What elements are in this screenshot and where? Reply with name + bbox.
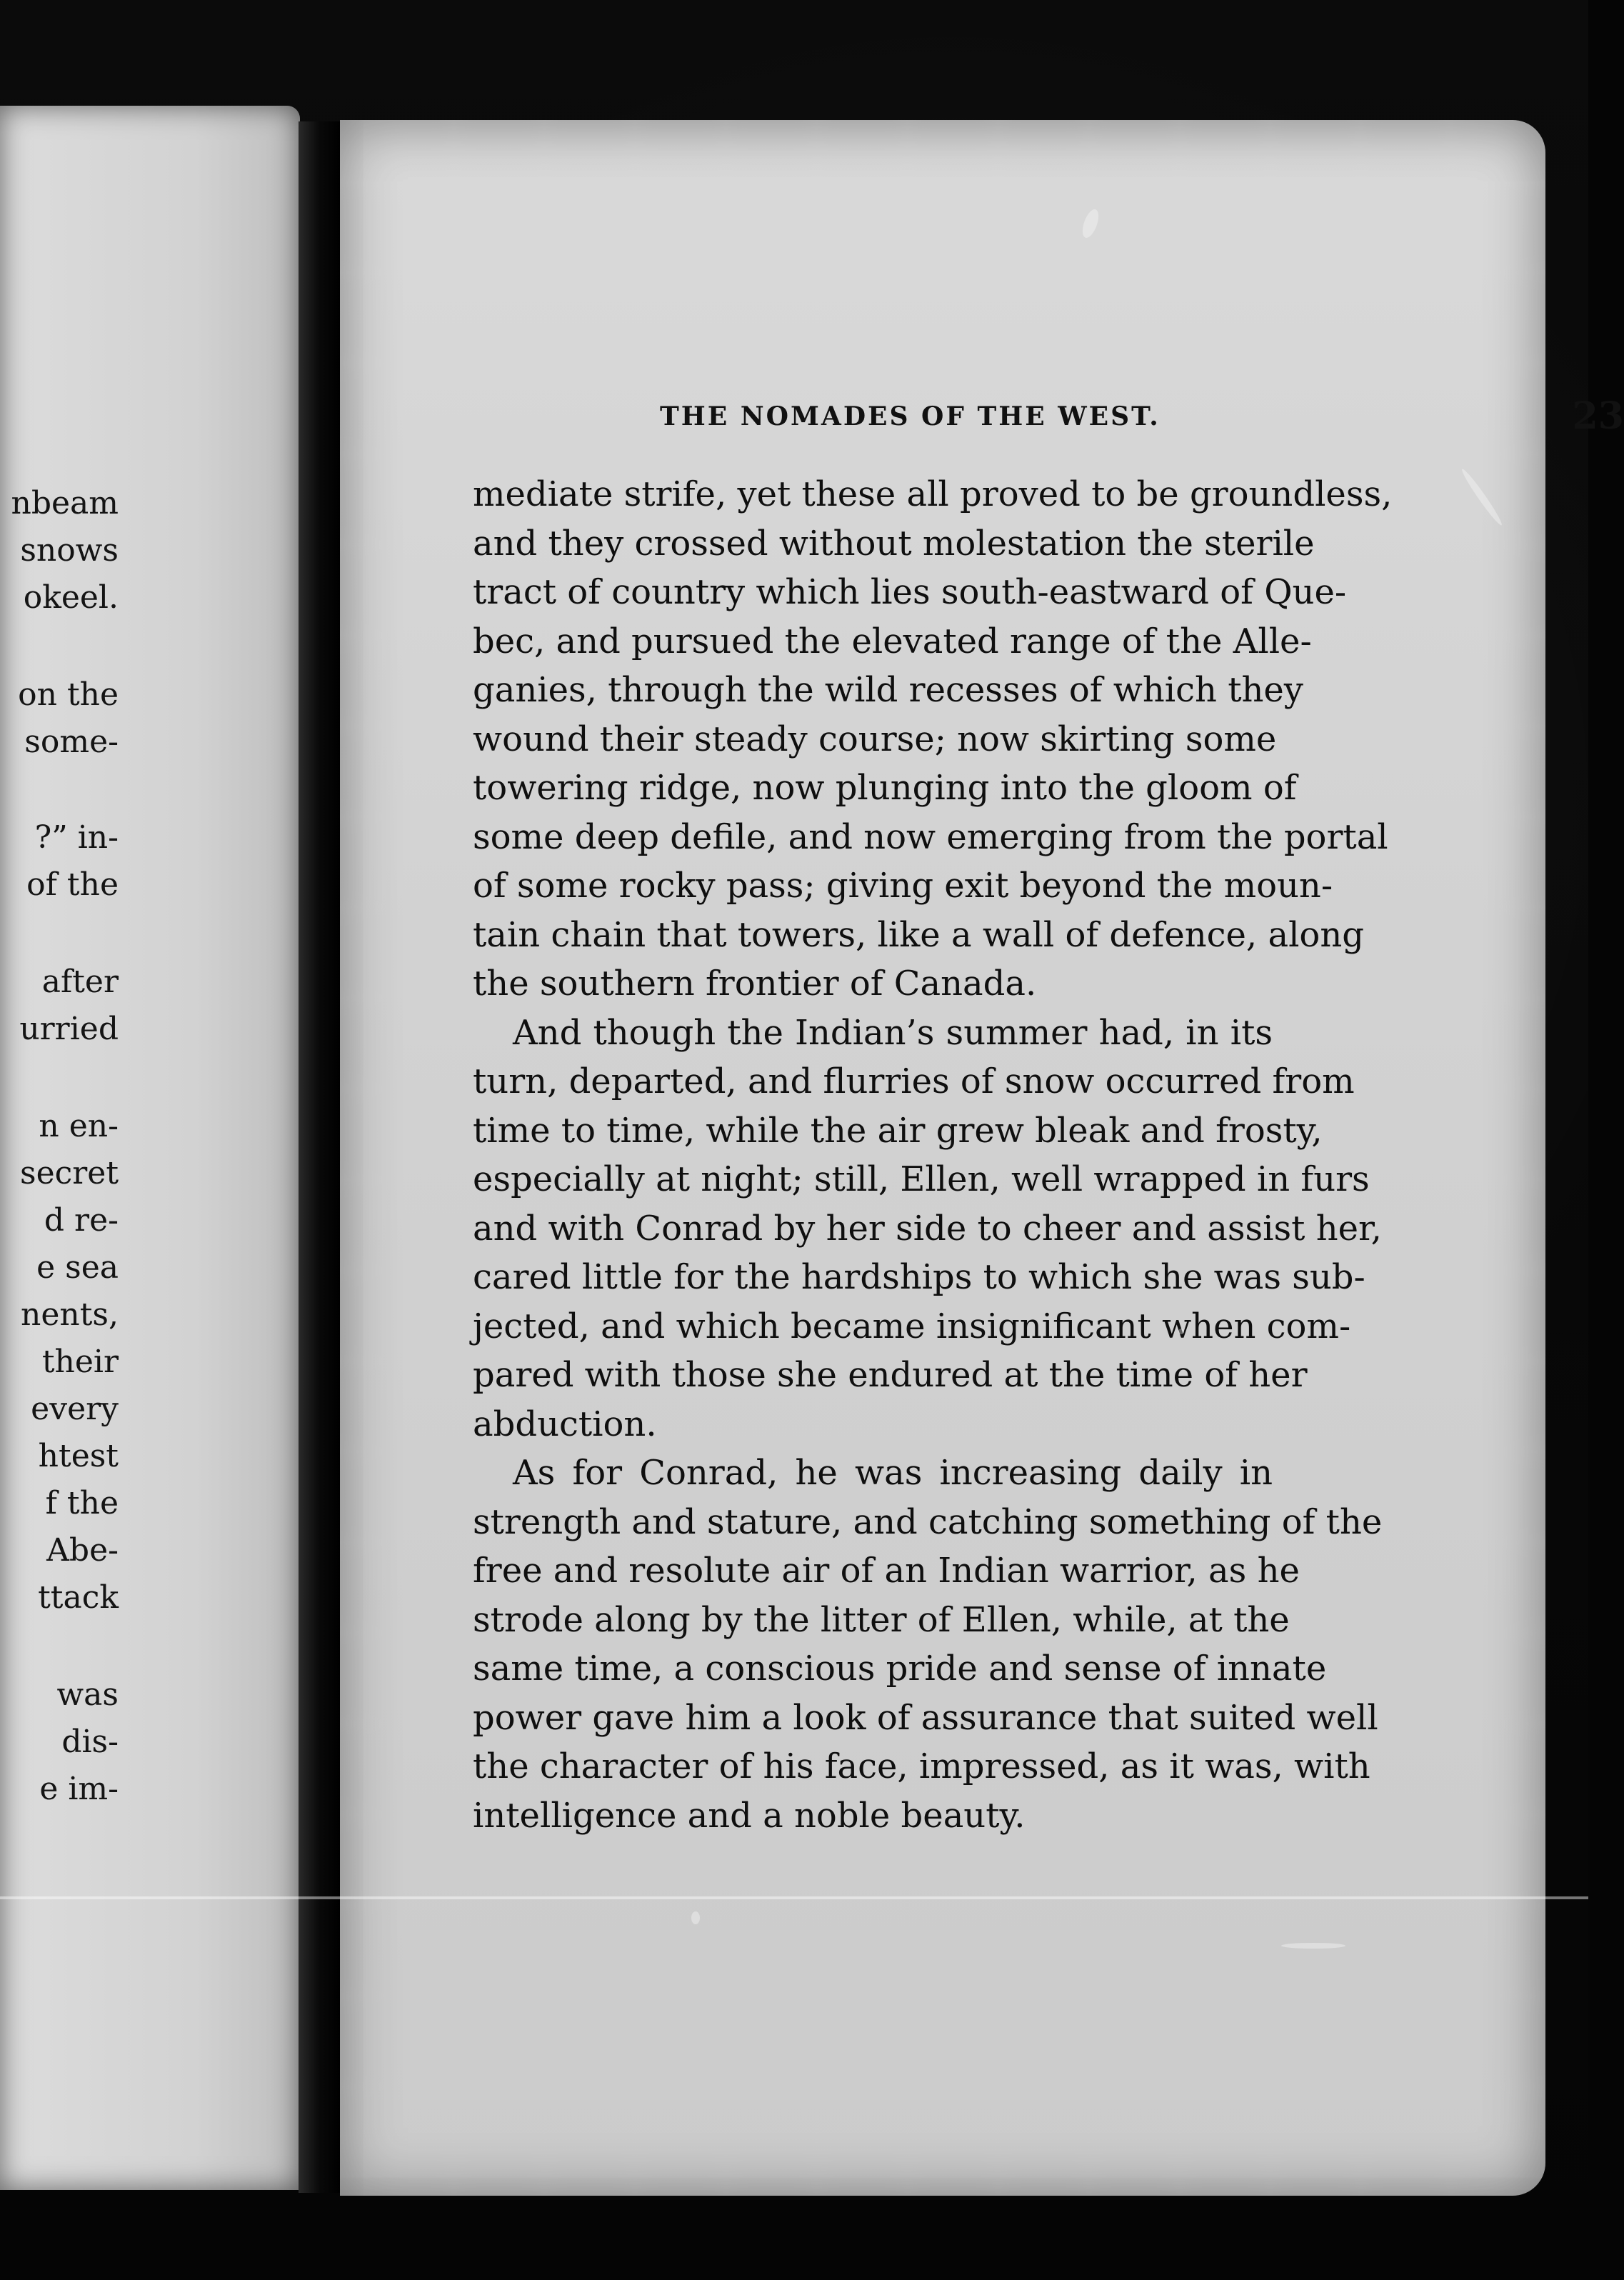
left-page-line: nbeam: [11, 485, 119, 521]
left-page-line: every: [31, 1391, 119, 1427]
paragraph: [473, 1009, 1382, 1449]
left-page-line: secret: [19, 1155, 119, 1191]
text-line: power gave him a look of assurance that suited well: [473, 1697, 1378, 1738]
paragraph: [473, 1449, 1383, 1840]
left-page-line: Abe-: [46, 1532, 119, 1569]
text-line: turn, departed, and flurries of snow occurred from: [473, 1061, 1355, 1101]
left-page-line: d re-: [44, 1202, 119, 1239]
left-page-line: e im-: [39, 1771, 119, 1807]
text-line: abduction.: [473, 1404, 657, 1444]
running-title: THE NOMADES OF THE WEST.: [660, 401, 1161, 431]
text-line: bec, and pursued the elevated range of the Alle-: [473, 621, 1312, 661]
left-page-line: htest: [38, 1438, 119, 1474]
body-text: [473, 470, 1393, 1840]
left-page-line: after: [41, 964, 119, 1000]
text-line: strength and stature, and catching something of the: [473, 1501, 1383, 1542]
main-page: [340, 120, 1624, 2196]
book-gutter: [299, 121, 340, 2193]
text-line: tract of country which lies south-eastward of Que-: [473, 572, 1347, 612]
text-line: intelligence and a noble beauty.: [473, 1795, 1026, 1836]
left-page-line: was: [56, 1676, 119, 1713]
scan-artifact-line: [0, 1896, 1588, 1899]
left-page-line: ttack: [38, 1579, 119, 1616]
text-line: wound their steady course; now skirting some: [473, 719, 1277, 759]
text-line: especially at night; still, Ellen, well wrapped in furs: [473, 1159, 1370, 1199]
left-page-line: urried: [19, 1011, 119, 1047]
text-line: of some rocky pass; giving exit beyond the moun-: [473, 866, 1333, 906]
left-page-line: nents,: [21, 1296, 119, 1333]
text-line: free and resolute air of an Indian warrior, as he: [473, 1551, 1300, 1591]
left-facing-page: [0, 106, 300, 2190]
left-page-line: some-: [24, 724, 119, 760]
text-line: and they crossed without molestation the sterile: [473, 523, 1315, 564]
left-page-line: dis-: [61, 1724, 119, 1760]
text-line: mediate strife, yet these all proved to be groundless,: [473, 474, 1393, 514]
text-line: the character of his face, impressed, as it was, with: [473, 1746, 1370, 1786]
page-number: 23: [1572, 394, 1624, 438]
text-line: jected, and which became insignificant when com-: [473, 1306, 1351, 1346]
left-page-line: on the: [18, 676, 119, 713]
text-line: tain chain that towers, like a wall of defence, along: [473, 914, 1364, 955]
text-line: pared with those she endured at the time of her: [473, 1355, 1308, 1395]
text-line: towering ridge, now plunging into the gloom of: [473, 768, 1297, 808]
left-page-line: ?” in-: [34, 819, 119, 856]
running-head: [660, 394, 1624, 444]
text-line: and with Conrad by her side to cheer and assist her,: [473, 1208, 1382, 1249]
left-page-line: snows: [20, 532, 119, 569]
text-line: some deep defile, and now emerging from the portal: [473, 816, 1388, 857]
text-line: cared little for the hardships to which she was sub-: [473, 1257, 1365, 1297]
left-page-line: okeel.: [23, 579, 119, 616]
text-line: the southern frontier of Canada.: [473, 964, 1037, 1004]
left-page-line: their: [41, 1344, 119, 1380]
left-page-line: e sea: [36, 1249, 119, 1286]
left-page-line: n en-: [39, 1108, 119, 1144]
text-line: ganies, through the wild recesses of which they: [473, 670, 1303, 710]
text-line: And though the Indian’s summer had, in its: [513, 1012, 1273, 1053]
left-page-line: of the: [26, 866, 119, 903]
text-line: time to time, while the air grew bleak and frosty,: [473, 1110, 1323, 1151]
text-line: same time, a conscious pride and sense of innate: [473, 1649, 1327, 1689]
paragraph: [473, 470, 1393, 1009]
text-line: strode along by the litter of Ellen, while, at the: [473, 1599, 1290, 1640]
left-page-line: f the: [45, 1485, 119, 1521]
text-line: As for Conrad, he was increasing daily in: [513, 1453, 1273, 1493]
